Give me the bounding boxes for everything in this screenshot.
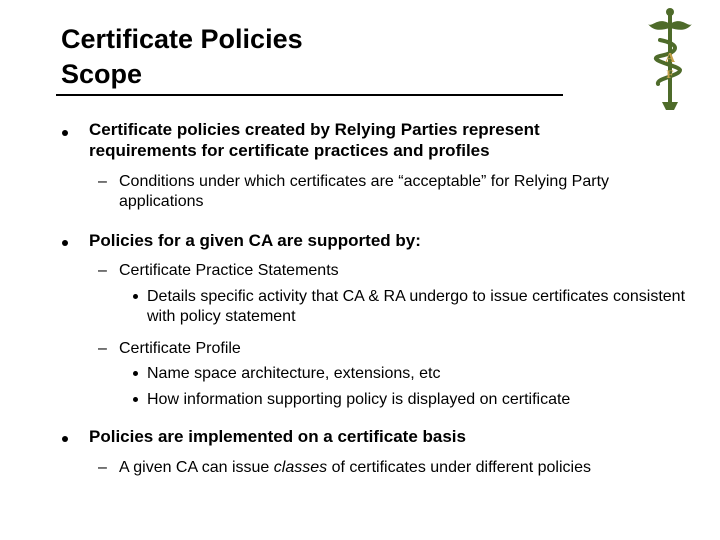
bullet-dot (133, 371, 138, 376)
bullet-dot (133, 397, 138, 402)
svg-text:F: F (666, 67, 674, 81)
bullet-3-sub-1-post: of certificates under different policies (327, 459, 591, 476)
title-divider (56, 94, 563, 96)
bullet-3-sub-1 (119, 458, 694, 478)
dash-marker: – (98, 173, 107, 190)
bullet-2-sub-1-item-1: Details specific activity that CA & RA undergo to issue certificates consistent with policy statement (147, 288, 686, 325)
slide-title (61, 22, 303, 92)
title-line-1: Certificate Policies (61, 24, 303, 54)
bullet-dot (133, 294, 138, 299)
caduceus-icon (646, 6, 694, 110)
bullet-2-sub-2-item-1: Name space architecture, extensions, etc (147, 365, 441, 382)
bullet-1-text: Certificate policies created by Relying Parties represent requirements for certificate practices and profiles (89, 120, 540, 160)
dash-marker: – (98, 262, 107, 279)
bullet-2-sub-1: Certificate Practice Statements (119, 262, 339, 279)
bullet-2-sub-2-item-2: How information supporting policy is displayed on certificate (147, 391, 571, 408)
bullet-3-sub-1-pre: A given CA can issue (119, 459, 274, 476)
svg-text:A: A (664, 51, 676, 66)
bullet-dot (62, 240, 68, 246)
bullet-1-sub-1: Conditions under which certificates are “acceptable” for Relying Party applications (119, 173, 610, 210)
dash-marker: – (98, 340, 107, 357)
bullet-dot (62, 130, 68, 136)
title-line-2: Scope (61, 59, 143, 89)
bullet-2-sub-2: Certificate Profile (119, 340, 241, 357)
dash-marker: – (98, 459, 107, 476)
bullet-dot (62, 436, 68, 442)
bullet-3-text: Policies are implemented on a certificate basis (89, 427, 466, 446)
bullet-3-sub-1-emphasis: classes (273, 459, 328, 476)
bullet-2-text: Policies for a given CA are supported by: (89, 231, 421, 250)
